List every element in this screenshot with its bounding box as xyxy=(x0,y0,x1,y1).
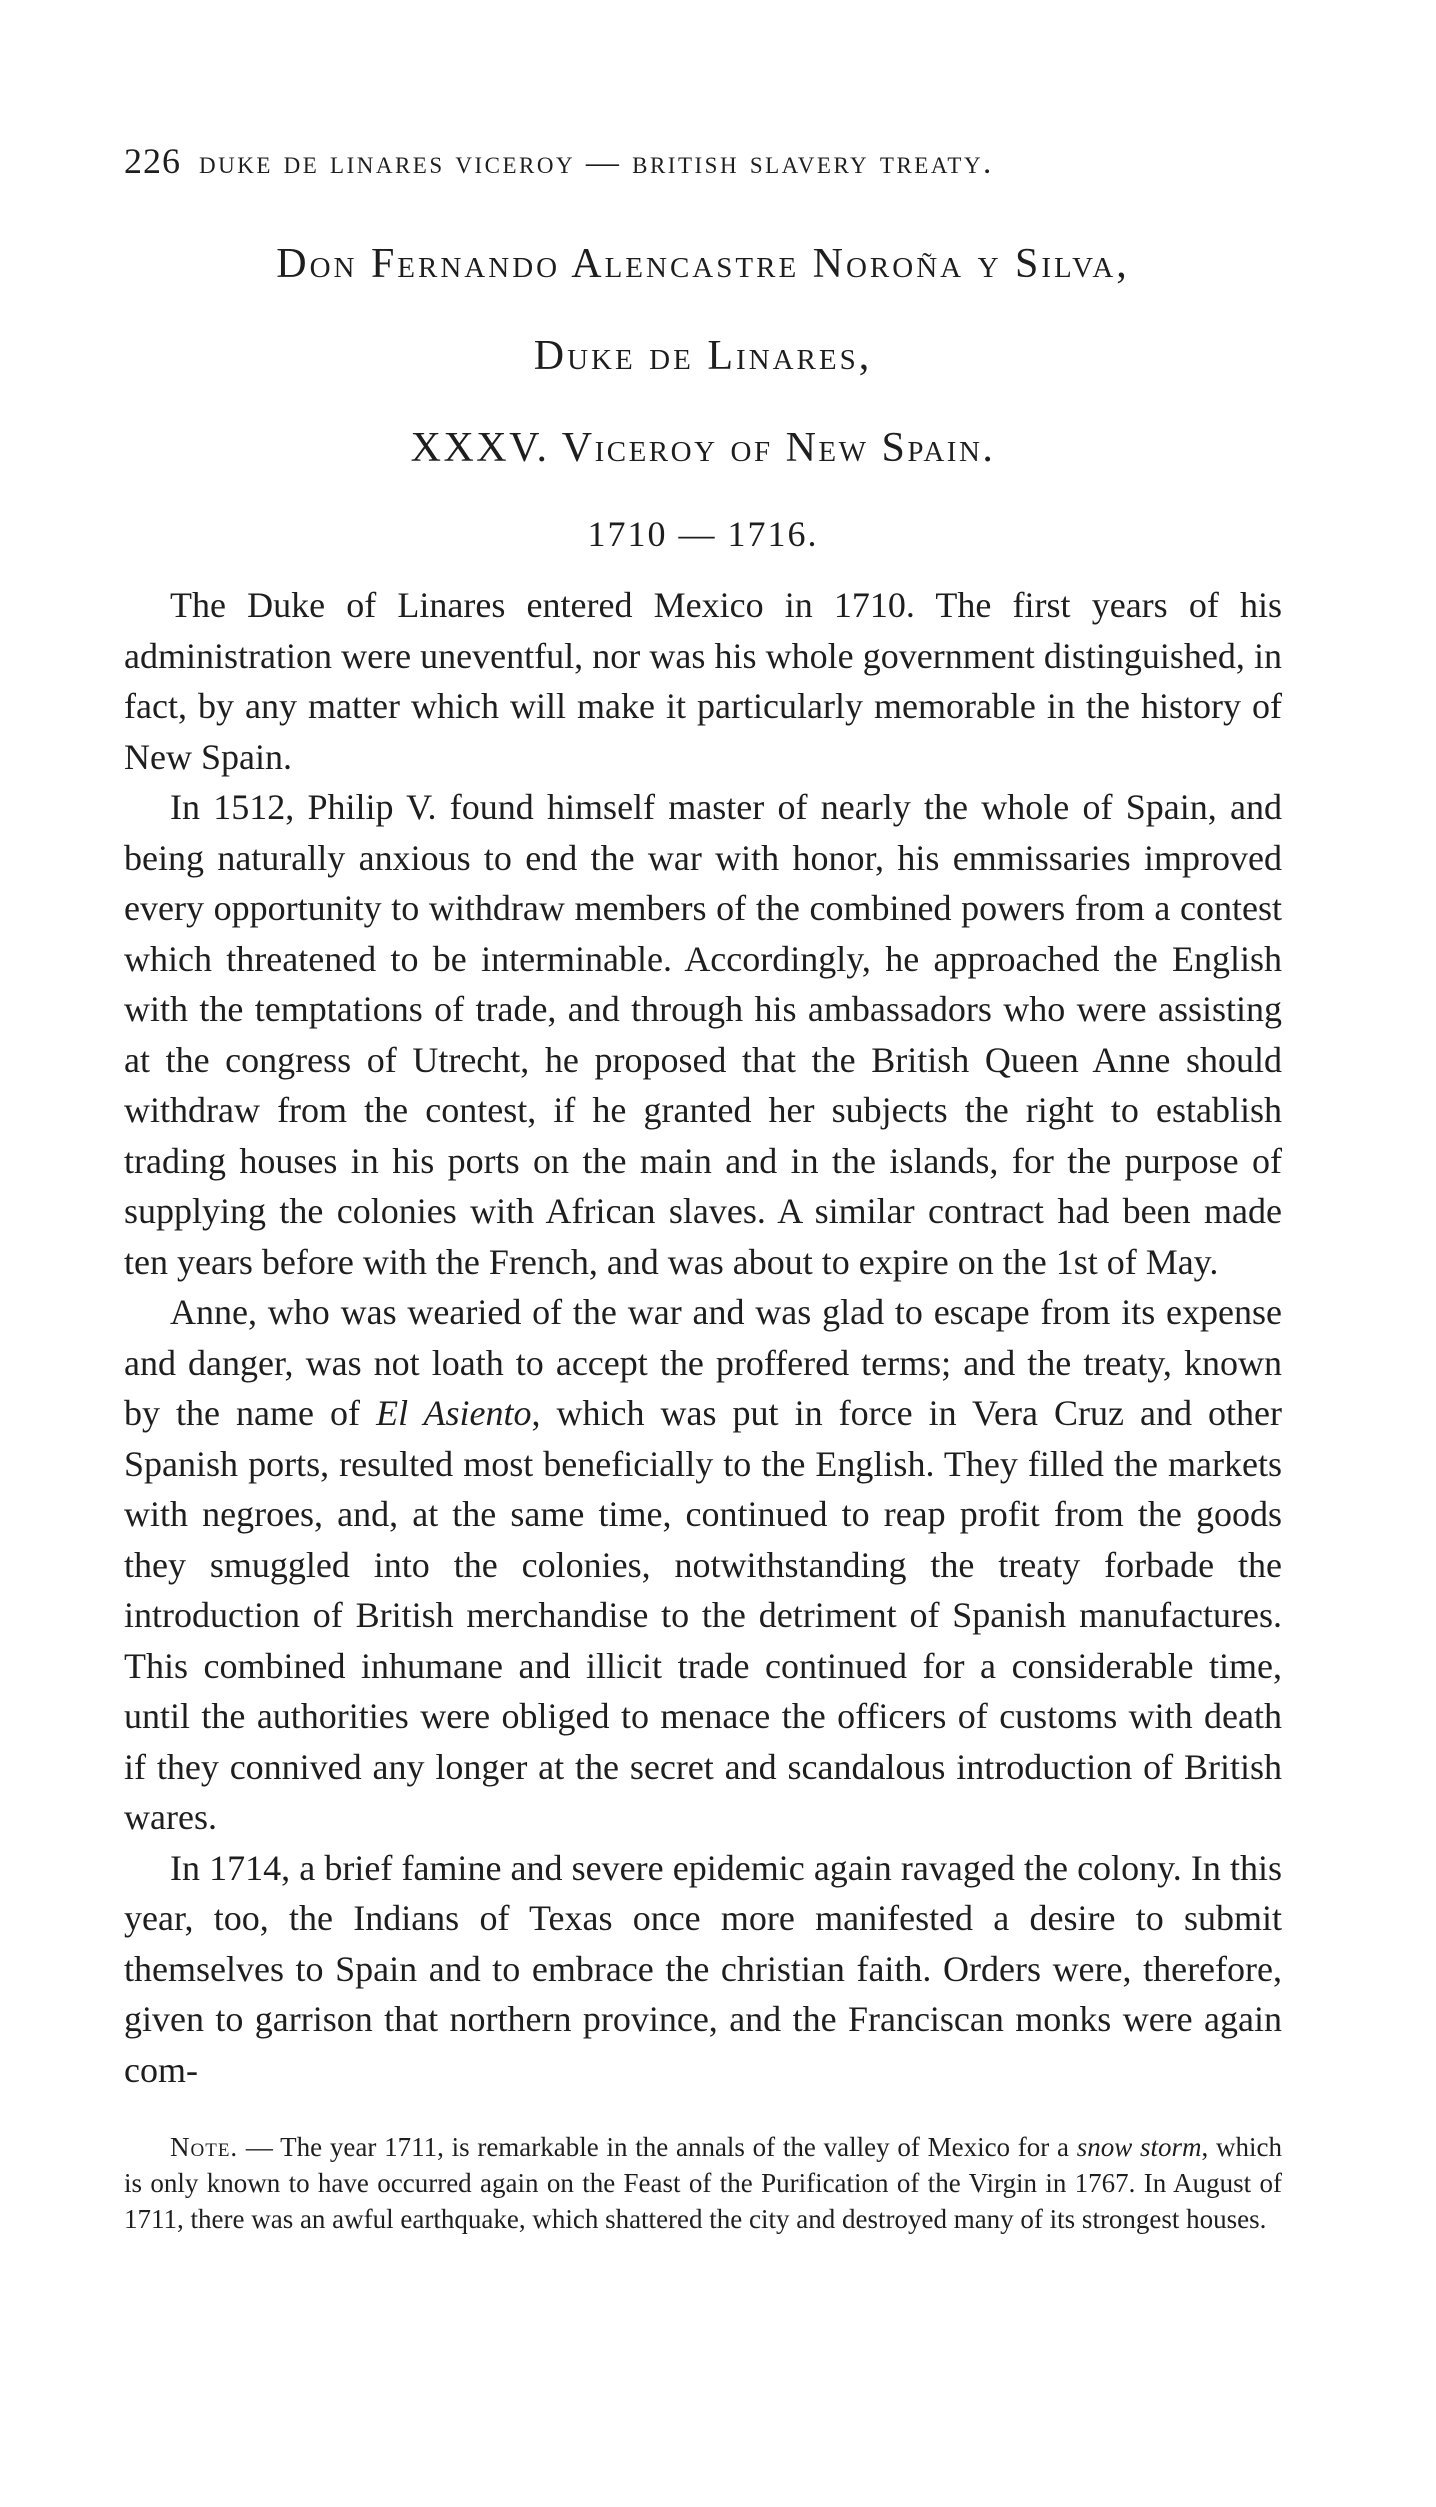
title-dukedom: Duke de Linares, xyxy=(533,333,873,379)
footnote-label: Note. xyxy=(170,2132,239,2162)
paragraph-2: In 1512, Philip V. found himself master of nearly the whole of Spain, and being naturally anxious to end the war with honor, his emmissaries improved every opportunity to withdraw members of the combined powers from a contest which threatened to be interminable. Accordingly, he approached the English with the temptations of trade, and through his ambassadors who were assisting at the congress of Utrecht, he proposed that the British Queen Anne should withdraw from the contest, if he granted her subjects the right to establish trading houses in his ports on the main and in the islands, for the purpose of supplying the colonies with African slaves. A similar contract had been made ten years before with the French, and was about to expire on the 1st of May. xyxy=(124,787,1282,1282)
chapter-title xyxy=(124,240,1282,472)
footnote xyxy=(124,2129,1282,2237)
paragraph-1: The Duke of Linares entered Mexico in 1710. The first years of his administration were uneventful, nor was his whole government distinguished, in fact, by any matter which will make it particularly memorable in the history of New Spain. xyxy=(124,585,1282,777)
footnote-italic: snow storm xyxy=(1076,2132,1202,2162)
running-title: duke de linares viceroy — british slavery treaty. xyxy=(199,145,994,181)
footnote-end: , which is only known to have occurred again on the Feast of the Purification of the Virgin in 1767. In August of 1711, there was an awful earthquake, which shattered the city and destroyed many of its strongest houses. xyxy=(124,2132,1283,2234)
page-number: 226 xyxy=(124,141,181,181)
paragraph-3-end: , which was put in force in Vera Cruz and other Spanish ports, resulted most beneficially to the English. They filled the markets with negroes, and, at the same time, continued to reap profit from the goods they smuggled into the colonies, notwithstanding the treaty forbade the introduction of British merchandise to the detriment of Spanish manufactures. This combined inhumane and illicit trade continued for a considerable time, until the authorities were obliged to menace the officers of customs with death if they connived any longer at the secret and scandalous introduction of British wares. xyxy=(124,1393,1282,1837)
paragraph-3-start: Anne, who was wearied of the war and was glad to escape from its expense and danger, was not loath to accept the proffered terms; and the treaty, known by the name of xyxy=(124,1292,1282,1433)
footnote-start: — The year 1711, is remarkable in the annals of the valley of Mexico for a xyxy=(238,2132,1077,2162)
footnote-text xyxy=(124,2129,1282,2237)
paragraph-4: In 1714, a brief famine and severe epidemic again ravaged the colony. In this year, too, the Indians of Texas once more manifested a desire to submit themselves to Spain and to embrace the christian faith. Orders were, therefore, given to garrison that northern province, and the Franciscan monks were again com- xyxy=(124,1847,1282,2090)
running-header xyxy=(124,140,1282,182)
treaty-name: El Asiento xyxy=(376,1393,532,1433)
body-text xyxy=(124,580,1282,2095)
paragraph-3 xyxy=(124,1287,1282,1843)
title-office: XXXV. Viceroy of New Spain. xyxy=(410,425,996,471)
title-name: Don Fernando Alencastre Noroña y Silva, xyxy=(276,241,1130,287)
title-dates: 1710 — 1716. xyxy=(587,514,819,554)
book-page xyxy=(124,140,1282,2237)
